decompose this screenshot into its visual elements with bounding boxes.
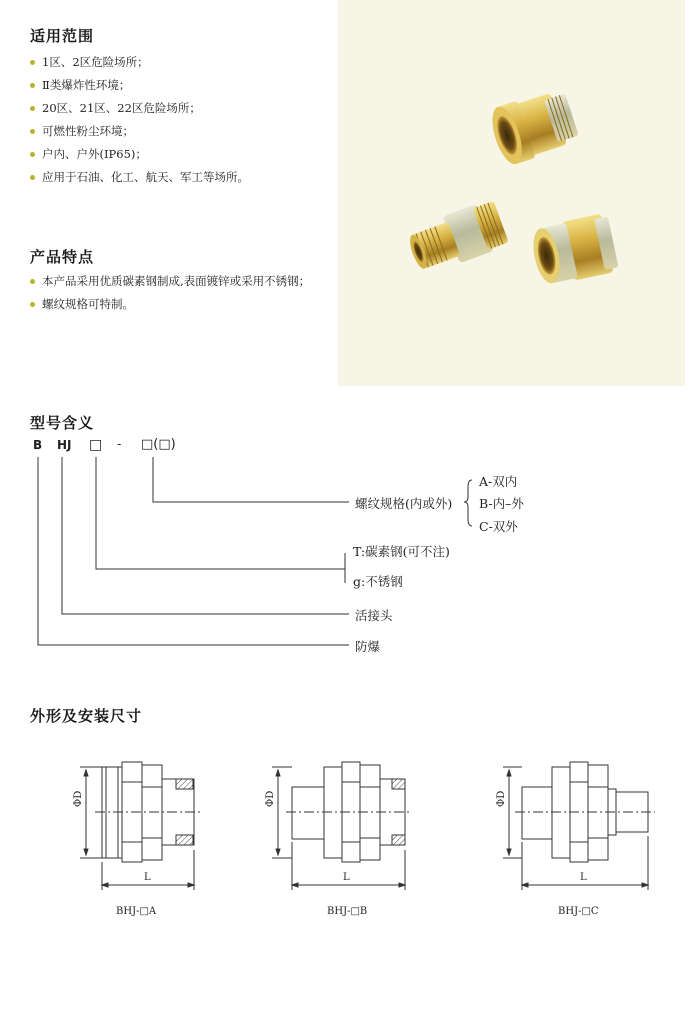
caption-bhj-b: BHJ-□B	[327, 906, 368, 917]
drawing-bhj-c	[503, 762, 655, 890]
dimensions-title: 外形及安装尺寸	[30, 707, 143, 725]
code-part-thread: □(□)	[141, 437, 176, 452]
explosion-proof-label: 防爆	[355, 639, 381, 654]
scope-item: 20区、21区、22区危险场所；	[30, 97, 330, 120]
scope-item: 户内、户外(IP65)；	[30, 143, 330, 166]
thread-spec-label: 螺纹规格(内或外)	[355, 496, 453, 511]
dim-d-label-b: ΦD	[265, 790, 276, 807]
feature-item: 本产品采用优质碳素钢制成,表面镀锌或采用不锈钢；	[30, 270, 315, 293]
scope-item: 应用于石油、化工、航天、军工等场所。	[30, 166, 330, 189]
feature-item: 螺纹规格可特制。	[30, 293, 315, 316]
code-part-dash: -	[117, 437, 122, 451]
material-option-g: g:不锈钢	[353, 574, 403, 589]
caption-bhj-c: BHJ-□C	[558, 906, 599, 917]
drawing-bhj-a	[80, 762, 200, 890]
union-label: 活接头	[355, 608, 393, 623]
thread-option-a: A-双内	[479, 474, 518, 489]
code-part-material: □	[89, 437, 103, 453]
dim-d-label-a: ΦD	[73, 790, 84, 807]
dimension-drawings	[0, 740, 700, 900]
scope-item: Ⅱ类爆炸性环境；	[30, 74, 330, 97]
dim-d-label-c: ΦD	[496, 790, 507, 807]
model-title: 型号含义	[30, 414, 95, 432]
scope-item: 可燃性粉尘环境；	[30, 120, 330, 143]
dim-l-label-c: L	[580, 872, 587, 883]
material-option-t: T:碳素钢(可不注)	[353, 544, 450, 559]
dim-l-label-b: L	[343, 872, 350, 883]
code-part-hj: HJ	[57, 438, 72, 452]
scope-title: 适用范围	[30, 27, 95, 45]
features-title: 产品特点	[30, 248, 95, 266]
thread-option-c: C-双外	[479, 519, 518, 534]
code-part-b: B	[33, 438, 43, 452]
drawing-bhj-b	[272, 762, 412, 890]
scope-item: 1区、2区危险场所；	[30, 51, 330, 74]
caption-bhj-a: BHJ-□A	[116, 906, 157, 917]
thread-option-b: B-内–外	[479, 496, 524, 511]
dim-l-label-a: L	[144, 872, 151, 883]
